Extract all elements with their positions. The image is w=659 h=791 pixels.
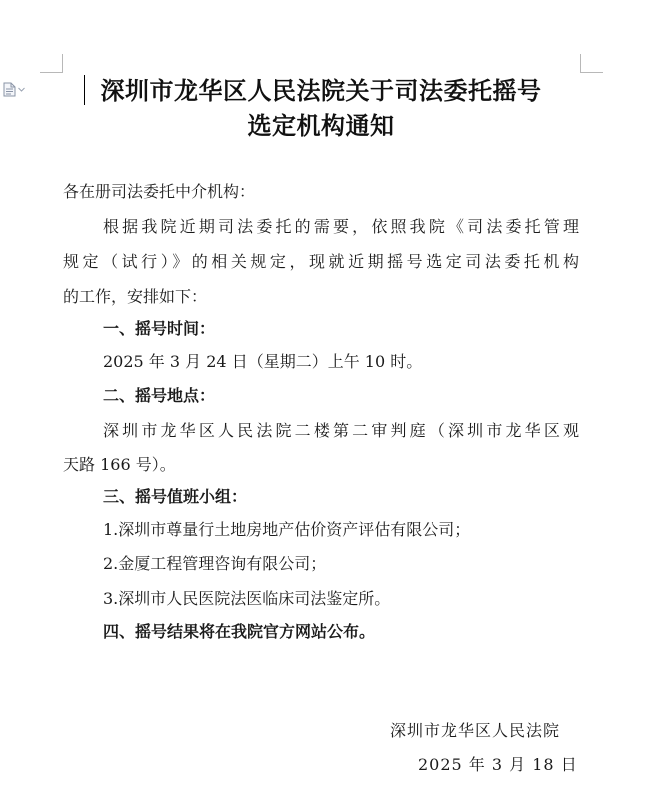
- duty-group-item-1: 1.深圳市尊量行土地房地产估价资产评估有限公司；: [103, 520, 471, 539]
- section-heading-results: 四、摇号结果将在我院官方网站公布。: [103, 622, 376, 641]
- chevron-down-icon: [18, 87, 25, 92]
- section-location-line-2: 天路 166 号）。: [63, 455, 176, 474]
- document-title-line-1: 深圳市龙华区人民法院关于司法委托摇号: [100, 76, 542, 105]
- document-title-line-2: 选定机构通知: [247, 111, 395, 140]
- section-heading-time: 一、摇号时间：: [103, 319, 216, 338]
- intro-line-2: 规定（试行）》的相关规定，现就近期摇号选定司法委托机构: [63, 252, 579, 271]
- duty-group-item-3: 3.深圳市人民医院法医临床司法鉴定所。: [103, 589, 391, 608]
- intro-line-1: 根据我院近期司法委托的需要，依照我院《司法委托管理: [103, 217, 579, 236]
- page-corner-mark-top-left: [40, 54, 63, 73]
- salutation: 各在册司法委托中介机构：: [63, 182, 256, 201]
- section-time-line-1: 2025 年 3 月 24 日（星期二）上午 10 时。: [103, 352, 423, 371]
- signature-organization: 深圳市龙华区人民法院: [390, 721, 561, 740]
- document-icon: [3, 82, 16, 97]
- section-heading-location: 二、摇号地点：: [103, 386, 216, 405]
- document-options-button[interactable]: [3, 80, 29, 98]
- intro-line-3: 的工作，安排如下：: [63, 287, 208, 306]
- signature-date: 2025 年 3 月 18 日: [418, 755, 578, 774]
- section-location-line-1: 深圳市龙华区人民法院二楼第二审判庭（深圳市龙华区观: [103, 421, 579, 440]
- duty-group-item-2: 2.金厦工程管理咨询有限公司；: [103, 554, 327, 573]
- page-corner-mark-top-right: [580, 54, 603, 73]
- section-heading-duty-group: 三、摇号值班小组：: [103, 487, 248, 506]
